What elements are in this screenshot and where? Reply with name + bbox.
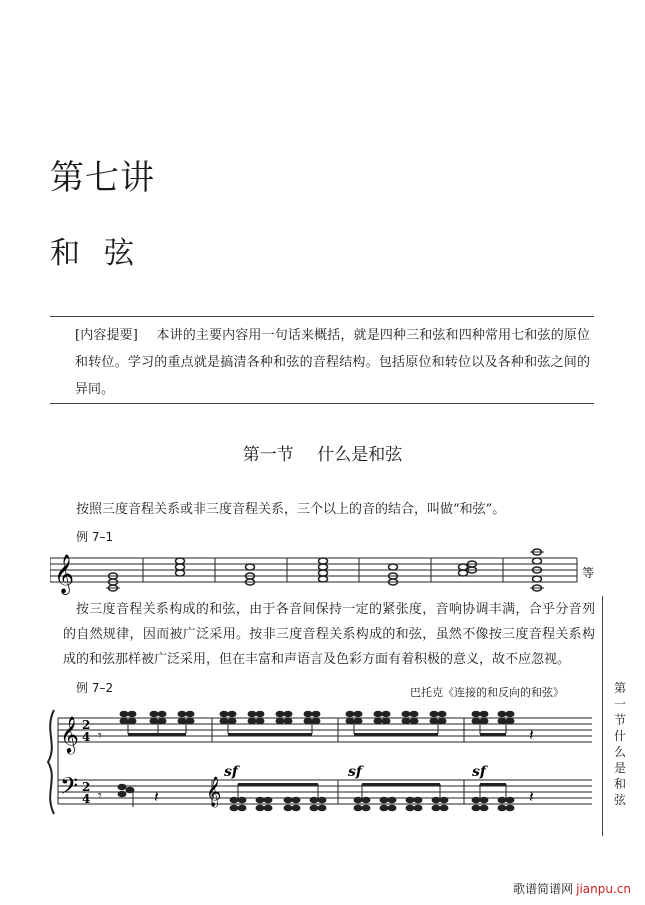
eighth-rest-icon: 𝄾 xyxy=(98,728,102,744)
example-7-2-attribution: 巴托克《连接的和反向的和弦》 xyxy=(410,686,564,699)
example-7-2-score xyxy=(44,700,600,825)
lecture-title: 第七讲 xyxy=(50,158,155,198)
example-7-2-label: 例 7–2 xyxy=(76,681,114,695)
summary-box xyxy=(75,322,590,403)
treble-clef-icon: 𝄞 xyxy=(54,554,75,594)
watermark-url: jianpu.cn xyxy=(576,882,631,896)
explanation-paragraph: 按三度音程关系构成的和弦，由于各音间保持一定的紧张度，音响协调丰满，合乎分音列的自然规律，因而被广泛采用。按非三度音程关系构成的和弦，虽然不像按三度音程关系构成的和弦那样被广泛采用，但在丰富和声语言及色彩方面有着积极的意义，故不应忽视。 xyxy=(63,602,595,667)
dynamic-sf: sf xyxy=(348,764,362,780)
summary-label: [内容提要] xyxy=(75,328,138,343)
section-number: 第一节 xyxy=(242,445,294,465)
quarter-rest-icon: 𝄽 xyxy=(154,787,159,806)
watermark-site: 歌谱简谱网 xyxy=(513,882,574,896)
section-heading xyxy=(0,440,645,465)
watermark xyxy=(513,880,631,897)
section-title: 什么是和弦 xyxy=(317,445,403,465)
lecture-topic: 和弦 xyxy=(50,236,158,271)
quarter-rest-icon: 𝄽 xyxy=(529,787,534,806)
bass-clef-icon: 𝄢 xyxy=(60,772,79,805)
summary-bottom-rule xyxy=(50,403,594,404)
side-tab-text: 第一节 什么是和弦 xyxy=(613,681,639,807)
quarter-rest-icon: 𝄽 xyxy=(529,725,534,744)
side-tab-rule xyxy=(602,596,603,836)
definition-paragraph: 按照三度音程关系或非三度音程关系，三个以上的音的结合，叫做“和弦”。 xyxy=(76,502,506,517)
example-7-1-label: 例 7–1 xyxy=(76,530,114,544)
summary-text: 本讲的主要内容用一句话来概括，就是四种三和弦和四种常用七和弦的原位和转位。学习的重点就是搞清各种和弦的音程结构。包括原位和转位以及各种和弦之间的异同。 xyxy=(75,328,590,397)
treble-clef-icon: 𝄞 xyxy=(60,715,79,753)
time-sig-top: 2 xyxy=(82,718,91,732)
summary-top-rule xyxy=(50,316,594,317)
time-sig-top-bass: 2 xyxy=(82,780,91,794)
eighth-rest-icon: 𝄾 xyxy=(98,788,102,804)
time-sig-bottom-bass: 4 xyxy=(82,792,91,806)
dynamic-sf: sf xyxy=(472,764,486,780)
dynamic-sf: sf xyxy=(224,764,238,780)
brace-icon xyxy=(48,710,54,814)
time-sig-bottom: 4 xyxy=(82,730,91,744)
treble-clef-change-icon: 𝄞 xyxy=(206,777,222,807)
example-7-1-staff xyxy=(50,544,625,602)
example-7-1-etc: 等 xyxy=(582,566,595,580)
